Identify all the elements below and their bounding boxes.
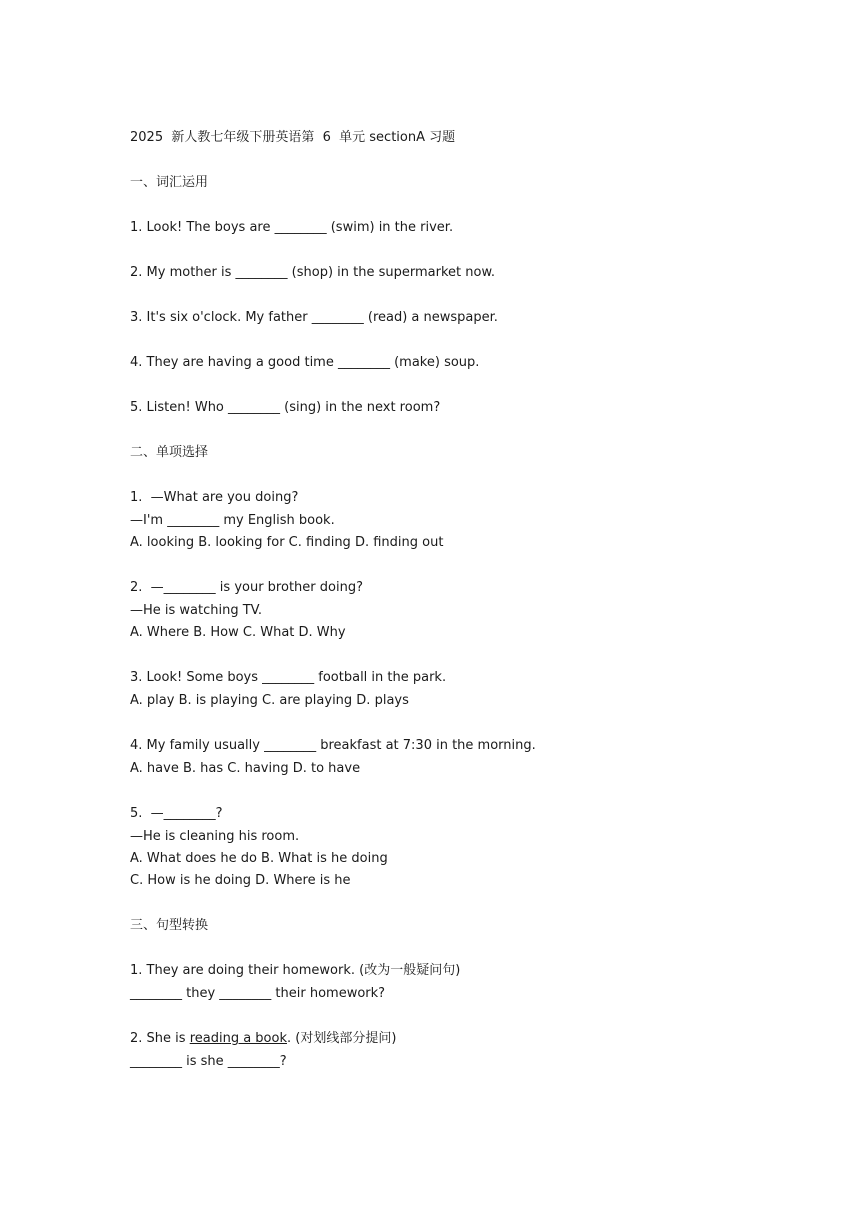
- mc-question-5-line-1: 5. —________?: [130, 806, 223, 821]
- mc-question-5-options-a-b: A. What does he do B. What is he doing: [130, 851, 388, 866]
- transform-question-2-prefix: 2. She is: [130, 1031, 190, 1046]
- section-heading-sentence-transformation: 三、句型转换: [130, 918, 209, 933]
- mc-question-2-line-2: —He is watching TV.: [130, 603, 263, 618]
- transform-question-2-line-2: ________ is she ________?: [130, 1054, 287, 1069]
- transform-question-2-line-1: [130, 1028, 396, 1051]
- document-title: 2025 新人教七年级下册英语第 6 单元 sectionA 习题: [130, 130, 456, 145]
- mc-question-5-line-2: —He is cleaning his room.: [130, 829, 300, 844]
- mc-question-2-options: A. Where B. How C. What D. Why: [130, 625, 346, 640]
- transform-question-1-line-2: ________ they ________ their homework?: [130, 986, 386, 1001]
- transform-question-2-suffix: . (对划线部分提问): [286, 1031, 397, 1046]
- vocab-question-5: 5. Listen! Who ________ (sing) in the next room?: [130, 400, 441, 415]
- mc-question-1-line-2: —I'm ________ my English book.: [130, 513, 335, 528]
- vocab-question-3: 3. It's six o'clock. My father ________ (read) a newspaper.: [130, 310, 498, 325]
- vocab-question-1: 1. Look! The boys are ________ (swim) in the river.: [130, 220, 454, 235]
- mc-question-1-line-1: 1. —What are you doing?: [130, 490, 299, 505]
- vocab-question-2: 2. My mother is ________ (shop) in the supermarket now.: [130, 265, 496, 280]
- mc-question-2-line-1: 2. —________ is your brother doing?: [130, 580, 363, 595]
- section-heading-multiple-choice: 二、单项选择: [130, 445, 209, 460]
- underlined-phrase: reading a book: [189, 1031, 287, 1046]
- mc-question-5-options-c-d: C. How is he doing D. Where is he: [130, 873, 351, 888]
- mc-question-3-options: A. play B. is playing C. are playing D. plays: [130, 693, 409, 708]
- section-heading-vocabulary: 一、词汇运用: [130, 175, 209, 190]
- mc-question-4-options: A. have B. has C. having D. to have: [130, 761, 361, 776]
- mc-question-3-line-1: 3. Look! Some boys ________ football in the park.: [130, 670, 447, 685]
- vocab-question-4: 4. They are having a good time ________ (make) soup.: [130, 355, 480, 370]
- transform-question-1-line-1: 1. They are doing their homework. (改为一般疑问句): [130, 963, 461, 978]
- mc-question-1-options: A. looking B. looking for C. finding D. finding out: [130, 535, 444, 550]
- mc-question-4-line-1: 4. My family usually ________ breakfast at 7:30 in the morning.: [130, 738, 536, 753]
